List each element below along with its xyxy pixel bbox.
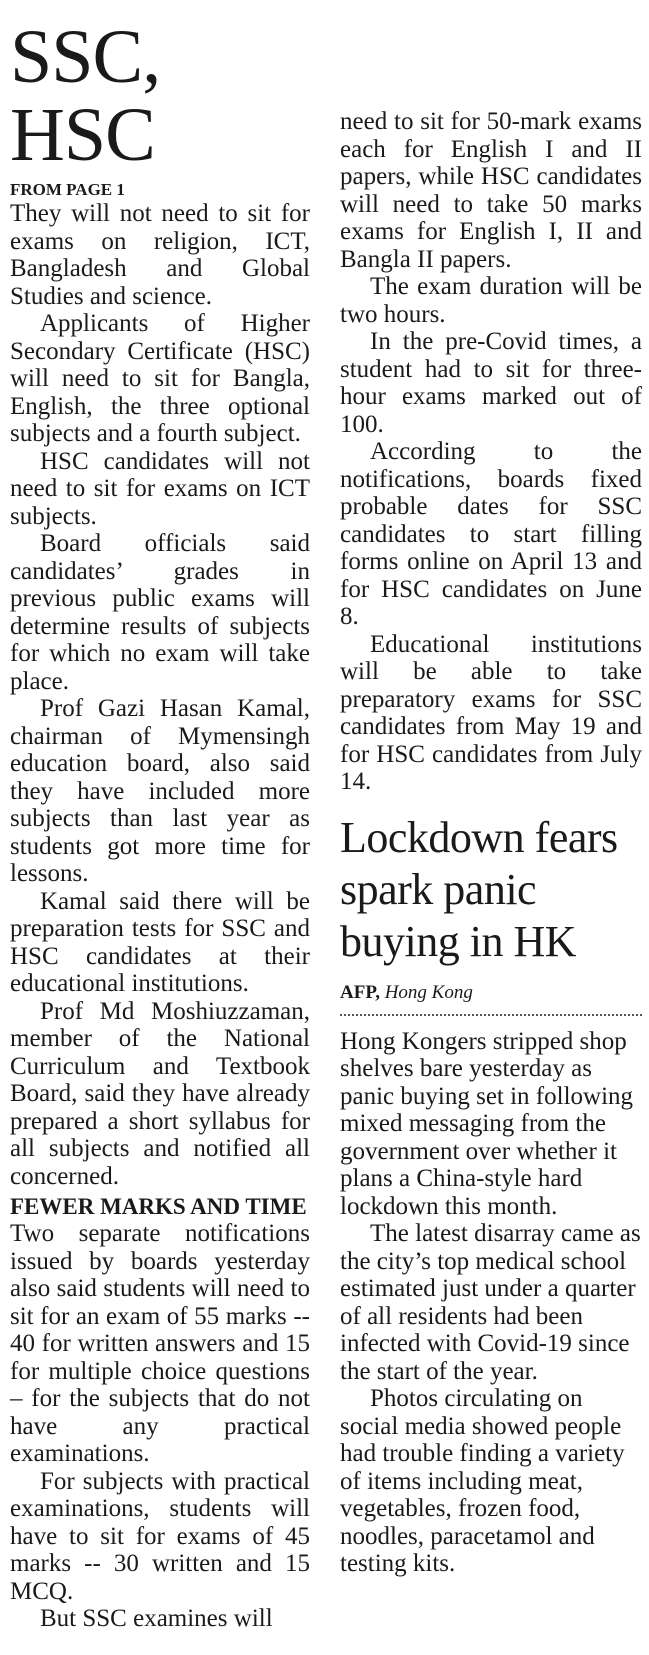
article-paragraph: For subjects with practical examinations, students will have to sit for exams of 45 marks -- 30 written and 15 MCQ. — [10, 1467, 310, 1605]
right-column — [340, 0, 642, 1578]
article-paragraph: Prof Gazi Hasan Kamal, chairman of Mymensingh education board, also said they have included more subjects than last year as students got more time for lessons. — [10, 695, 310, 887]
article-paragraph: But SSC examines will — [40, 1605, 273, 1632]
sidebar-body — [340, 1028, 642, 1578]
article-paragraph: Kamal said there will be preparation tests for SSC and HSC candidates at their educational institutions. — [10, 887, 310, 997]
byline-agency: AFP, — [340, 981, 380, 1003]
article-paragraph: The exam duration will be two hours. — [340, 273, 642, 328]
sidebar-paragraph: The latest disarray came as the city’s top medical school estimated just under a quarter of all residents had been infected with Covid-19 since the start of the year. — [340, 1220, 641, 1385]
article-body-right — [340, 0, 642, 796]
left-column — [10, 0, 310, 1633]
section-subhead: FEWER MARKS AND TIME — [10, 1194, 307, 1219]
from-page-kicker: FROM PAGE 1 — [10, 180, 125, 199]
article-paragraph: Applicants of Higher Secondary Certificate (HSC) will need to sit for Bangla, English, the three optional subjects and a fourth subject. — [10, 310, 310, 447]
article-paragraph: In the pre-Covid times, a student had to sit for three-hour exams marked out of 100. — [340, 328, 642, 438]
byline-place: Hong Kong — [384, 981, 473, 1003]
article-paragraph: According to the notifications, boards fixed probable dates for SSC candidates to start filling forms online on April 13 and for HSC candidates on June 8. — [340, 438, 642, 630]
sidebar-paragraph: Hong Kongers stripped shop shelves bare yesterday as panic buying set in following mixed messaging from the government over whether it plans a China-style hard lockdown this month. — [340, 1027, 634, 1220]
article-body-subsection — [10, 1220, 310, 1633]
article-paragraph: They will not need to sit for exams on religion, ICT, Bangladesh and Global Studies and science. — [10, 200, 310, 310]
sidebar-headline: Lockdown fears spark panic buying in HK — [340, 812, 618, 966]
article-paragraph: need to sit for 50-mark exams each for English I and II papers, while HSC candidates will need to take 50 marks exams for English I, II and Bangla II papers. — [340, 108, 642, 273]
article-paragraph: HSC candidates will not need to sit for exams on ICT subjects. — [10, 447, 310, 530]
sidebar-byline — [340, 980, 642, 1016]
article-paragraph: Board officials said candidates’ grades in previous public exams will determine results of subjects for which no exam will take place. — [10, 530, 310, 695]
article-headline: SSC, HSC — [10, 15, 161, 177]
article-paragraph: Two separate notifications issued by boards yesterday also said students will need to sit for an exam of 55 marks -- 40 for written answers and 15 for multiple choice questions – for the subjects that do not have any practical examinations. — [10, 1220, 310, 1467]
article-paragraph: Educational institutions will be able to take preparatory exams for SSC candidates from May 19 and for HSC candidates from July 14. — [340, 630, 642, 795]
article-body-left — [10, 200, 310, 1190]
article-paragraph: Prof Md Moshiuzzaman, member of the National Curriculum and Textbook Board, said they have already prepared a short syllabus for all subjects and notified all concerned. — [10, 997, 310, 1190]
sidebar-paragraph: Photos circulating on social media showed people had trouble finding a variety of items including meat, vegetables, frozen food, noodles, paracetamol and testing kits. — [340, 1385, 625, 1577]
